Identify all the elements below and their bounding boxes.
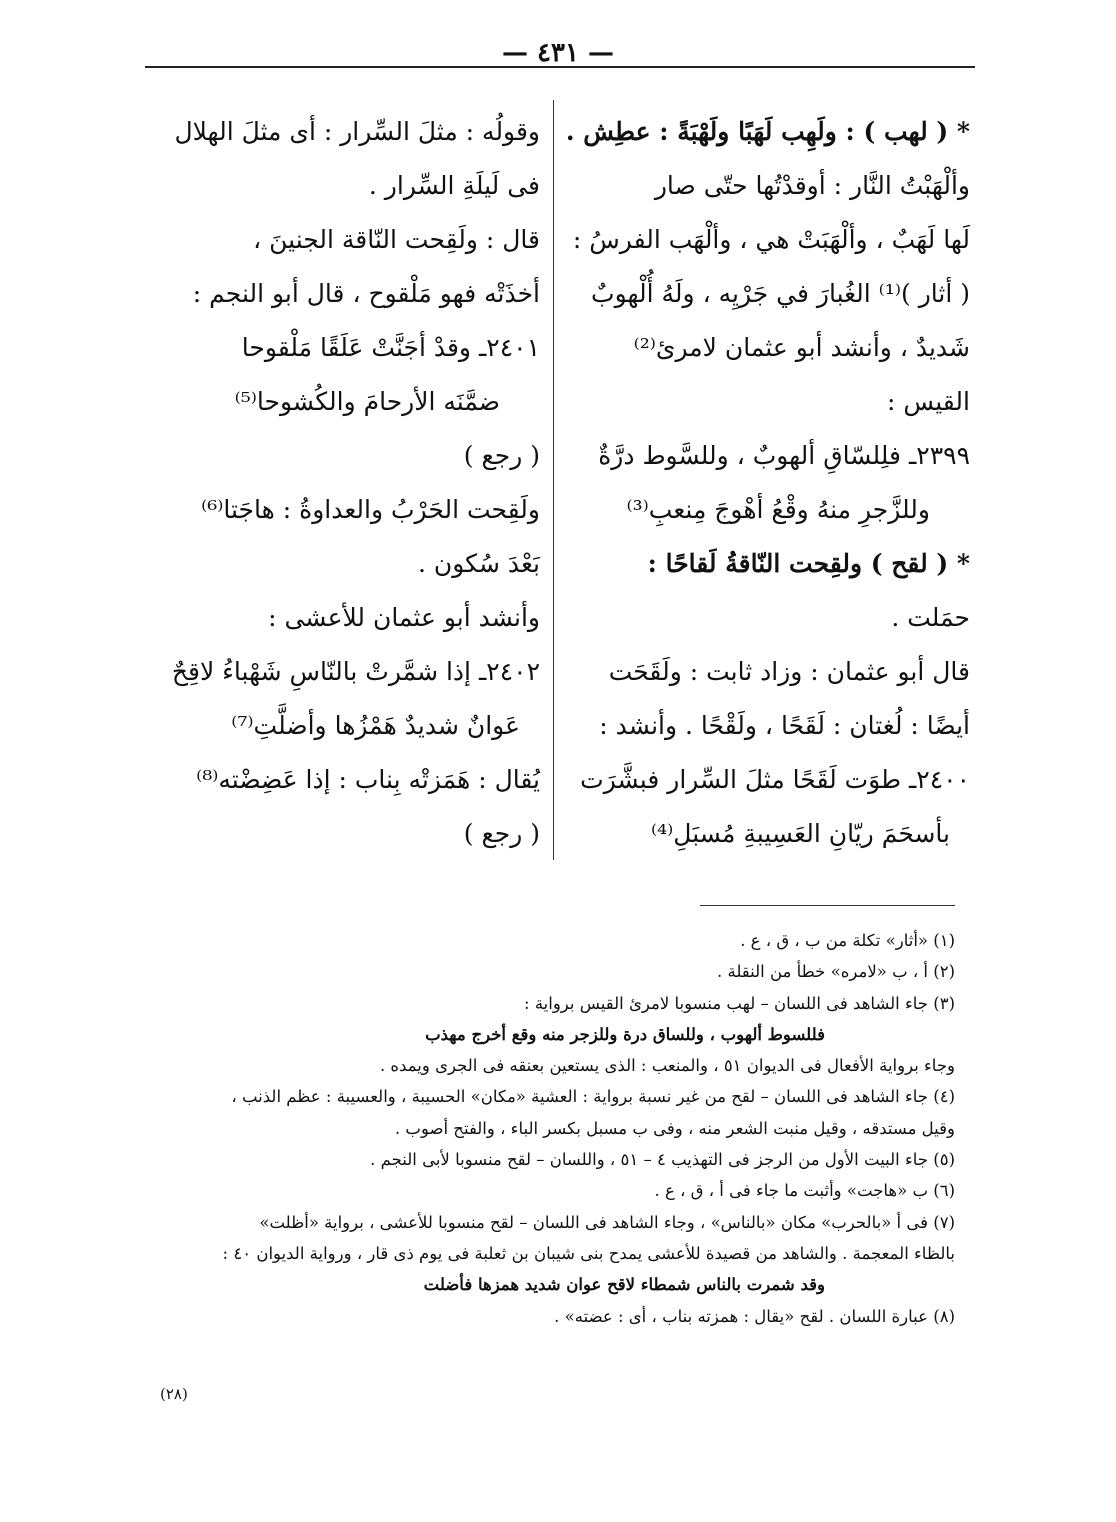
footnote: (٣) جاء الشاهد فى اللسان – لهب منسوبا لامرئ القيس برواية : <box>524 993 955 1013</box>
page-number: — ٤٣١ — <box>501 38 615 68</box>
verse-line: عَوانٌ شديدٌ هَمْزُها وأضلَّتِ⁽⁷⁾ <box>231 711 520 740</box>
text-line: القيس : <box>887 387 970 416</box>
text-line: لَها لَهَبٌ ، وألْهَبَتْ هي ، وألْهَب الفرسُ : <box>572 225 970 254</box>
text-line: * ( لقح ) ولقِحت النّاقةُ لَقاحًا : <box>647 549 970 578</box>
footnotes <box>222 925 955 1332</box>
footnote: (٤) جاء الشاهد فى اللسان – لقح من غير نسبة برواية : العشية «مكان» الحسيبة ، والعسيبة : عظم الذنب ، <box>231 1087 955 1107</box>
text-line: شَديدٌ ، وأنشد أبو عثمان لامرئ⁽²⁾ <box>633 333 970 362</box>
right-column <box>565 105 970 861</box>
verse-line: بأسحَمَ ريّانِ العَسِيبةِ مُسبَلِ⁽⁴⁾ <box>650 819 950 848</box>
text-line: يُقال : هَمَزتْه بِناب : إذا عَضِضْته⁽⁸⁾ <box>196 765 540 794</box>
verse-line: ٢٤٠١ـ وقدْ أجَنَّتْ عَلَقًا مَلْقوحا <box>241 333 540 362</box>
return-mark: ( رجع ) <box>463 819 540 848</box>
footnote: بالظاء المعجمة . والشاهد من قصيدة للأعشى يمدح بنى شيبان بن ثعلبة فى يوم ذى قار ، ورواية الديوان ٤٠ : <box>222 1243 955 1263</box>
footnote: (١) «أثار» تكلة من ب ، ق ، ع . <box>740 931 955 950</box>
footnote: وقيل مستدقه ، وقيل منبت الشعر منه ، وفى ب مسبل بكسر الباء ، والفتح أصوب . <box>394 1118 955 1138</box>
left-column <box>140 105 540 861</box>
text-line: أخذَتْه فهو مَلْقوح ، قال أبو النجم : <box>192 279 540 308</box>
verse-line: ٢٤٠٢ـ إذا شمَّرتْ بالنّاسِ شَهْباءُ لاقِحٌ <box>171 657 540 686</box>
text-line: وقولُه : مثلَ السِّرار : أى مثلَ الهلال <box>174 117 540 146</box>
footnote: (٢) أ ، ب «لامره» خطأ من النقلة . <box>717 962 955 982</box>
text-line: قال : ولَقِحت النّاقة الجنينَ ، <box>253 225 540 254</box>
verse-line: ضمَّنَه الأرحامَ والكُشوحا⁽⁵⁾ <box>234 387 500 416</box>
signature-mark: (٢٨) <box>160 1385 188 1403</box>
footnote: (٦) ب «هاجت» وأثبت ما جاء فى أ ، ق ، ع . <box>654 1181 955 1201</box>
verse-line: ٢٣٩٩ـ فلِلسّاقِ ألهوبٌ ، وللسَّوط درَّةٌ <box>598 441 970 470</box>
text-line: * ( لهب ) : ولَهِب لَهَبًا ولَهْبَةً : عطِش . <box>565 117 970 146</box>
text-line: ( أثار )⁽¹⁾ الغُبارَ في جَرْيِه ، ولَهُ أُلْهوبٌ <box>591 279 970 308</box>
header-rule <box>145 66 975 68</box>
text-line: وأنشد أبو عثمان للأعشى : <box>268 603 540 632</box>
text-line: بَعْدَ سُكون . <box>417 549 540 578</box>
text-line: قال أبو عثمان : وزاد ثابت : ولَقَحَت <box>608 657 970 686</box>
text-line: حمَلت . <box>891 603 970 632</box>
text-line: ولَقِحت الحَرْبُ والعداوةُ : هاجَتا⁽⁶⁾ <box>201 495 540 524</box>
footnote: (٥) جاء البيت الأول من الرجز فى التهذيب ٤ – ٥١ ، واللسان – لقح منسوبا لأبى النجم . <box>370 1150 955 1170</box>
column-divider <box>553 100 554 860</box>
text-line: أيضًا : لُغتان : لَقَحًا ، ولَقْحًا . وأنشد : <box>599 711 970 740</box>
text-line: فى لَيلَةِ السِّرار . <box>368 171 540 200</box>
footnote: (٧) فى أ «بالحرب» مكان «بالناس» ، وجاء الشاهد فى اللسان – لقح منسوبا للأعشى ، برواية «أظلت» <box>259 1212 955 1232</box>
text-line: وألْهَبْتُ النَّار : أوقدْتُها حتّى صار <box>654 171 970 200</box>
footnote: (٨) عبارة اللسان . لقح «يقال : همزته بناب ، أى : عضته» . <box>554 1306 955 1326</box>
footnote-verse: فللسوط ألهوب ، وللساق درة وللزجر منه وقع أخرج مهذب <box>425 1024 825 1044</box>
footnote: وجاء برواية الأفعال فى الديوان ٥١ ، والمنعب : الذى يستعين بعنقه فى الجرى ويمده . <box>379 1056 955 1076</box>
footnote-verse: وقد شمرت بالناس شمطاء لاقح عوان شديد همزها فأضلت <box>423 1275 825 1295</box>
return-mark: ( رجع ) <box>463 441 540 470</box>
footnote-rule <box>700 905 955 906</box>
verse-line: وللزَّجرِ منهُ وقْعُ أهْوجَ مِنعبِ⁽³⁾ <box>626 495 930 524</box>
verse-line: ٢٤٠٠ـ طوَت لَقَحًا مثلَ السِّرار فبشَّرَت <box>580 765 970 794</box>
